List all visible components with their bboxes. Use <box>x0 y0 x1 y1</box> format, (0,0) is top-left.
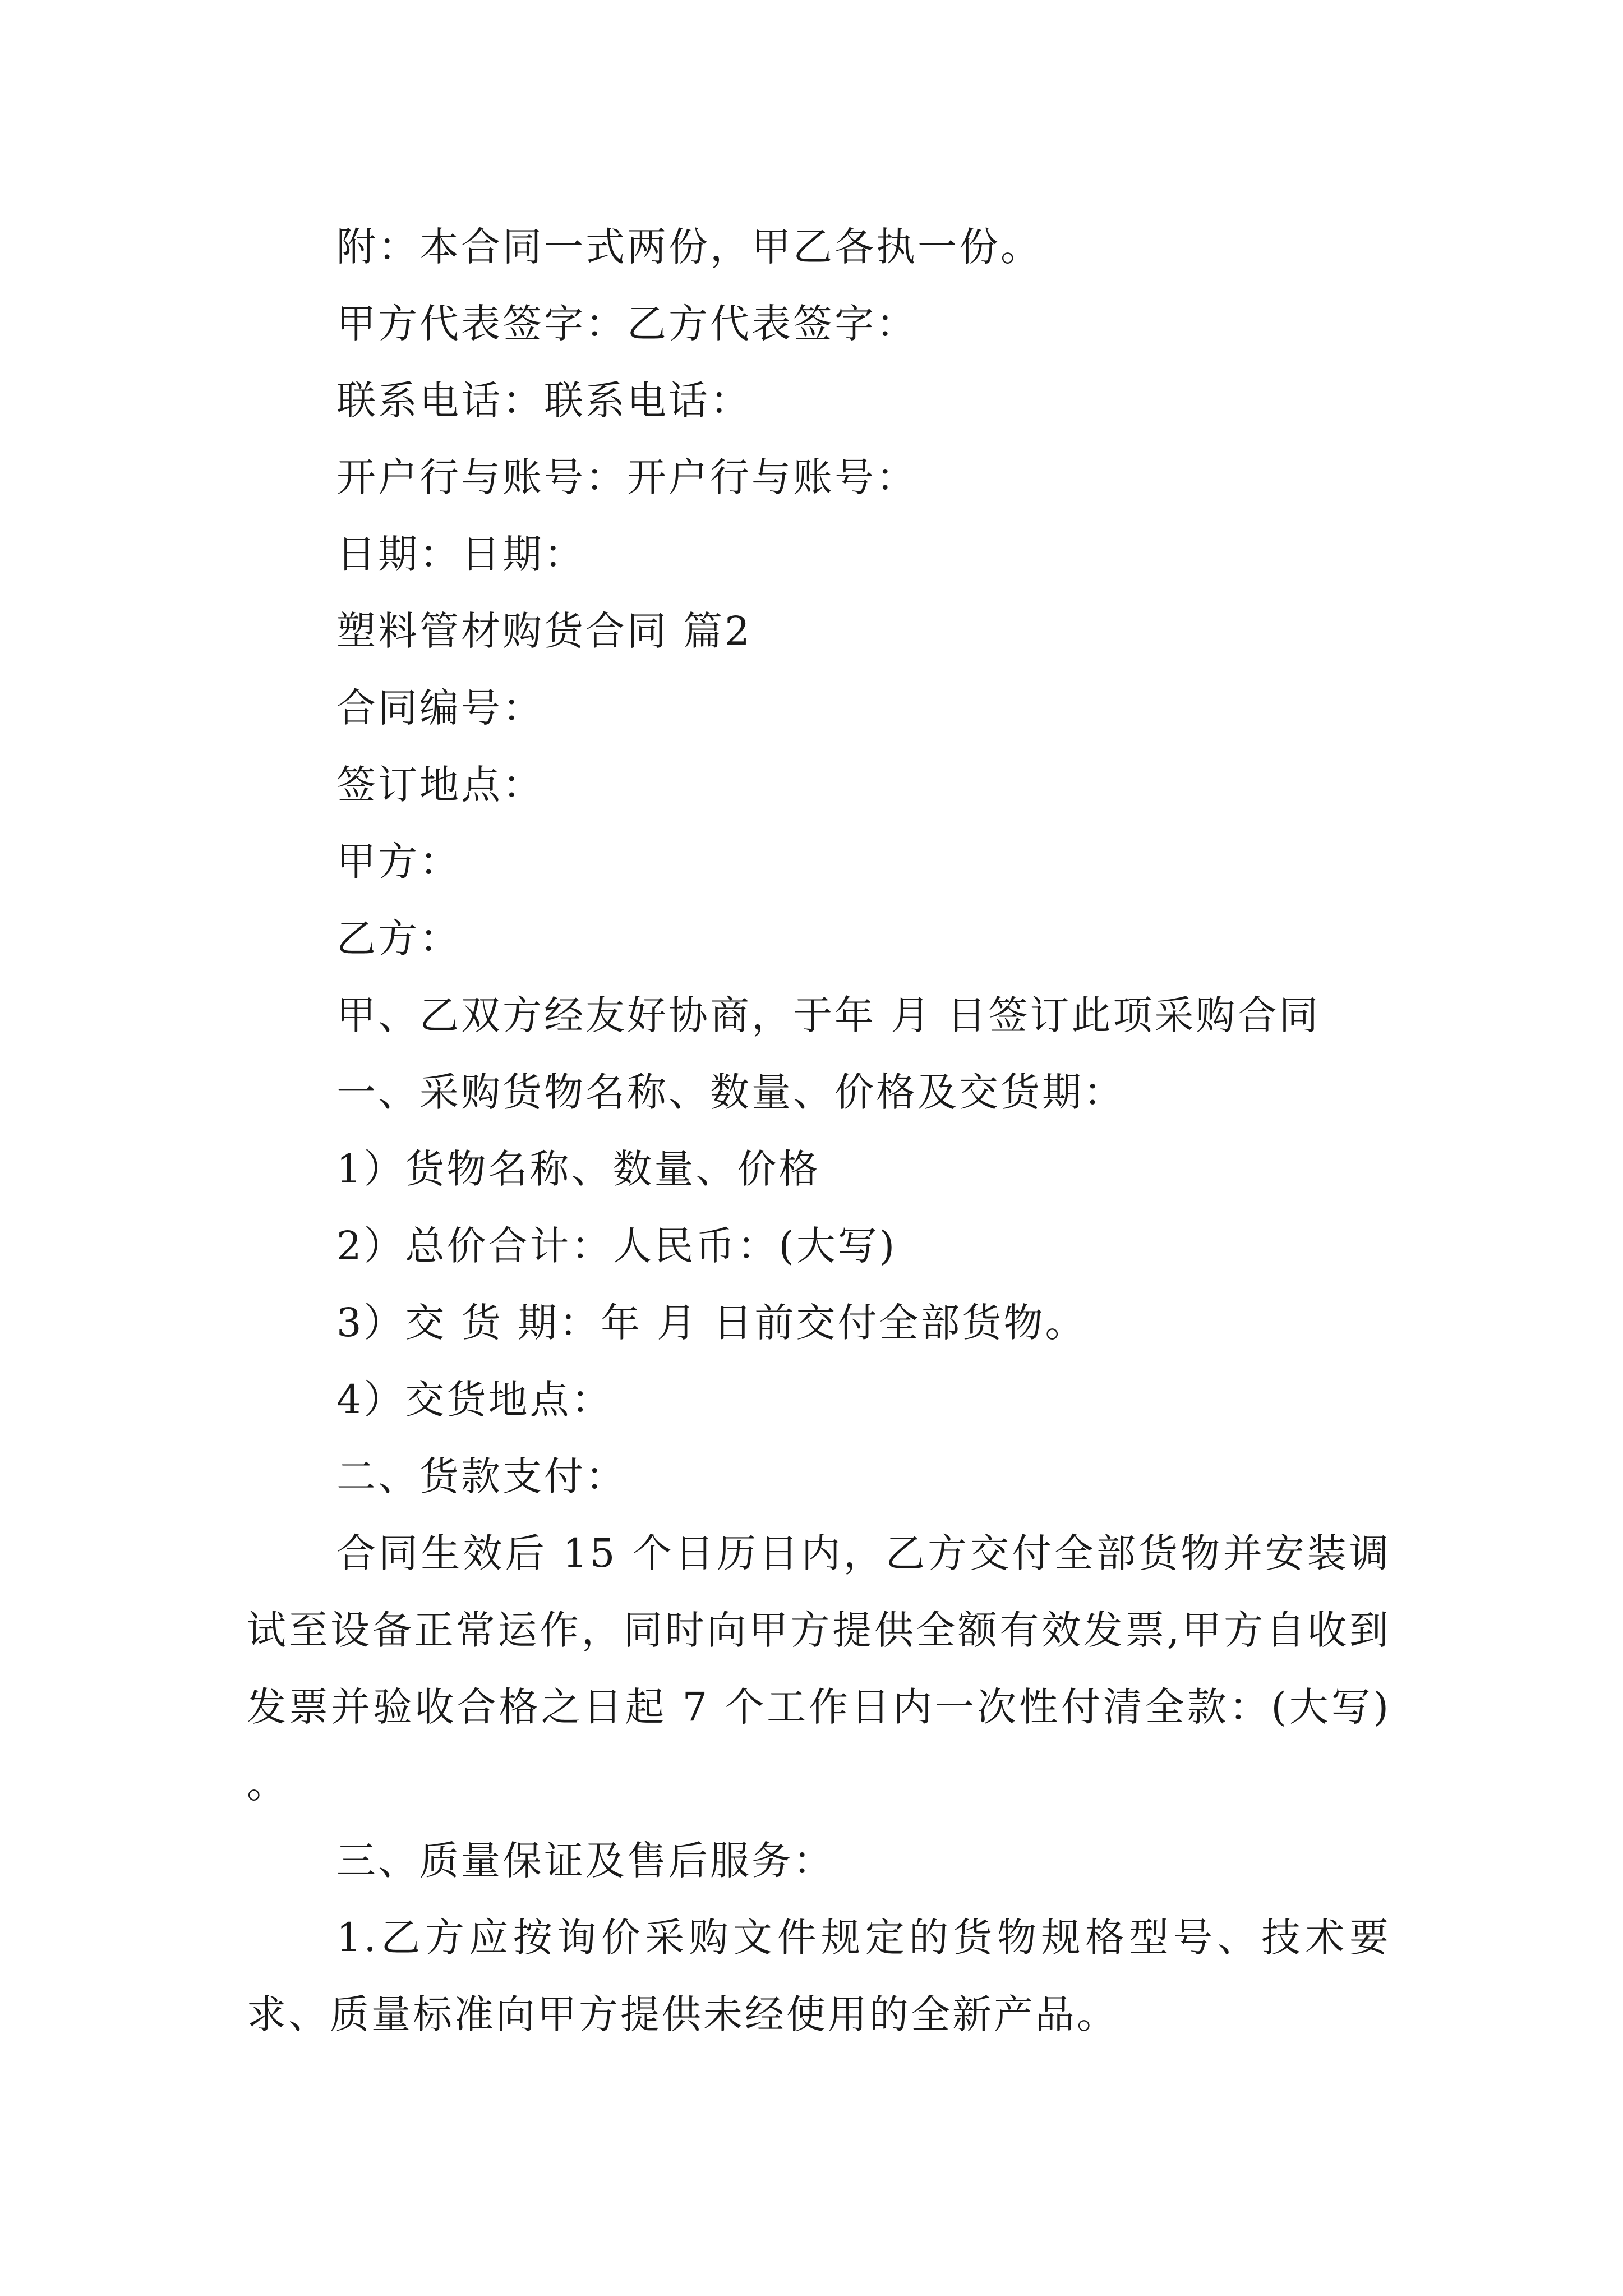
party-b-line: 乙方： <box>336 915 461 961</box>
party-a-line: 甲方： <box>336 839 461 885</box>
quality-paragraph: 1.乙方应按询价采购文件规定的货物规格型号、技术要求、质量标准向甲方提供未经使用的全新产品。 <box>247 1915 1391 2037</box>
bank-account-line: 开户行与账号：开户行与账号： <box>336 454 917 500</box>
contract-number-line: 合同编号： <box>336 685 544 731</box>
agreement-intro-line: 甲、乙双方经友好协商，于年 月 日签订此项采购合同 <box>336 992 1321 1038</box>
section2-heading: 二、货款支付： <box>336 1453 627 1499</box>
section3-heading: 三、质量保证及售后服务： <box>336 1838 834 1884</box>
date-line: 日期：日期： <box>336 531 585 577</box>
payment-paragraph: 合同生效后 15 个日历日内，乙方交付全部货物并安装调试至设备正常运作，同时向甲方提供全额有效发票,甲方自收到发票并验收合格之日起 7 个工作日内一次性付清全款：(大写) 。 <box>247 1530 1391 1807</box>
phone-line: 联系电话：联系电话： <box>336 378 751 424</box>
list-item-total-price: 2）总价合计：人民币：(大写) <box>336 1223 897 1269</box>
signing-place-line: 签订地点： <box>336 762 544 808</box>
contract-body <box>247 209 1391 2053</box>
list-item-delivery-place: 4）交货地点： <box>336 1377 613 1423</box>
attachment-note: 附：本合同一式两份，甲乙各执一份。 <box>336 224 1042 270</box>
list-item-delivery-date: 3）交 货 期：年 月 日前交付全部货物。 <box>336 1300 1087 1346</box>
contract-title: 塑料管材购货合同 篇2 <box>336 608 752 654</box>
section1-heading: 一、采购货物名称、数量、价格及交货期： <box>336 1069 1125 1115</box>
representative-signature-line: 甲方代表签字：乙方代表签字： <box>336 301 917 347</box>
list-item-goods: 1）货物名称、数量、价格 <box>336 1146 820 1192</box>
